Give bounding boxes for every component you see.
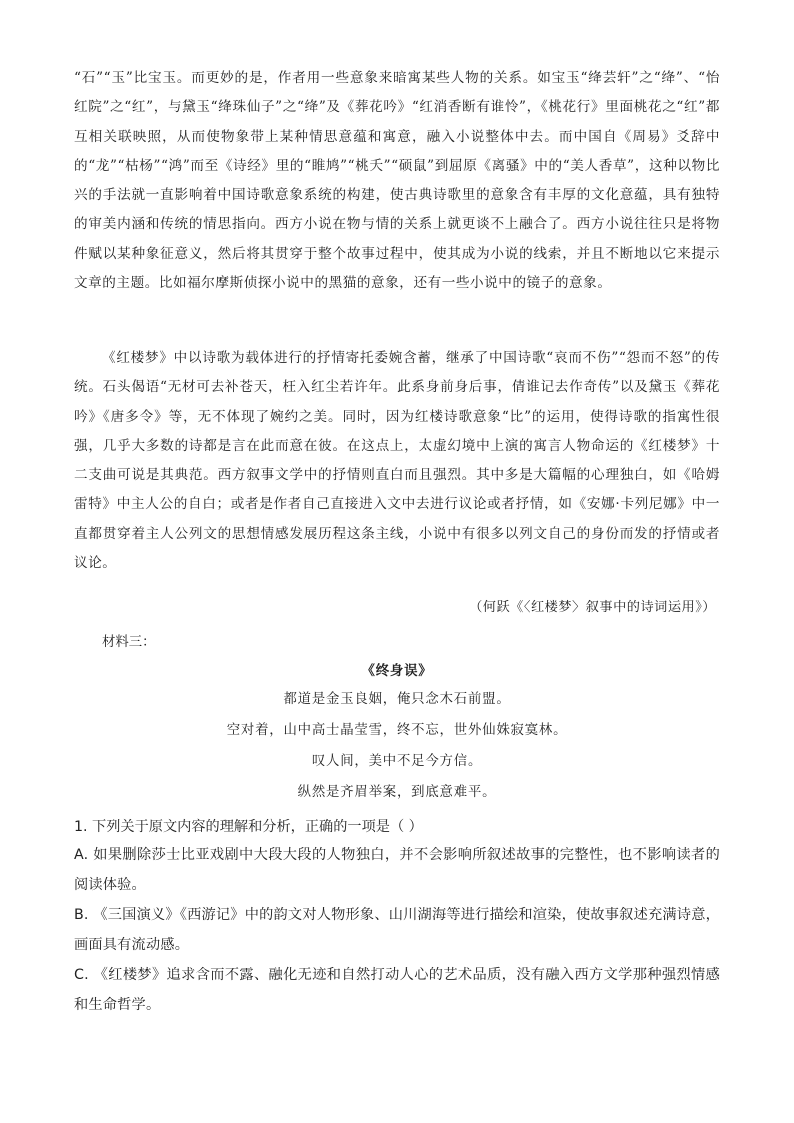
option-b: B. 《三国演义》《西游记》中的韵文对人物形象、山川湖海等进行描绘和渲染，使故事叙述充满诗意，画面具有流动感。	[74, 907, 720, 953]
option-c: C. 《红楼梦》追求含而不露、融化无迹和自然打动人心的艺术品质，没有融入西方文学那种强烈情感和生命哲学。	[74, 967, 720, 1013]
question-stem: 1. 下列关于原文内容的理解和分析，正确的一项是（ ）	[74, 819, 423, 835]
question-1	[74, 812, 720, 1020]
passage-paragraph-2: 《红楼梦》中以诗歌为载体进行的抒情寄托委婉含蓄，继承了中国诗歌“哀而不伤”“怨而不怒”的传统。石头偈语“无材可去补苍天，枉入红尘若许年。此系身前身后事，倩谁记去作奇传”以及黛玉《葬花吟》《唐多令》等，无不体现了婉约之美。同时，因为红楼诗歌意象“比”的运用，使得诗歌的指寓性很强，几乎大多数的诗都是言在此而意在彼。在这点上，太虚幻境中上演的寓言人物命运的《红楼梦》十二支曲可说是其典范。西方叙事文学中的抒情则直白而且强烈。其中多是大篇幅的心理独白，如《哈姆雷特》中主人公的自白；或者是作者自己直接进入文中去进行议论或者抒情，如《安娜·卡列尼娜》中一直都贯穿着主人公列文的思想情感发展历程这条主线，小说中有很多以列文自己的身份而发的抒情或者议论。	[74, 350, 720, 572]
poem-line: 叹人间，美中不足今方信。	[311, 754, 483, 769]
material-3-label: 材料三：	[102, 635, 156, 650]
poem-line: 纵然是齐眉举案，到底意难平。	[297, 785, 497, 800]
poem-line: 都道是金玉良姻，俺只念木石前盟。	[283, 692, 511, 707]
poem-block	[74, 660, 720, 813]
poem-line: 空对着，山中高士晶莹雪，终不忘，世外仙姝寂寞林。	[226, 723, 568, 738]
passage-source-citation: （何跃《〈红楼梦〉叙事中的诗词运用》）	[469, 600, 716, 615]
poem-title: 《终身误》	[361, 663, 433, 679]
option-a: A. 如果删除莎士比亚戏剧中大段大段的人物独白，并不会影响所叙述故事的完整性，也不影响读者的阅读体验。	[74, 847, 720, 893]
passage-paragraph-1: “石”“玉”比宝玉。而更妙的是，作者用一些意象来暗寓某些人物的关系。如宝玉“绛芸轩”之“绛”、“怡红院”之“红”，与黛玉“绛珠仙子”之“绛”及《葬花吟》“红消香断有谁怜”，《桃花行》里面桃花之“红”都互相关联映照，从而使物象带上某种情思意蕴和寓意，融入小说整体中去。而中国自《周易》爻辞中的“龙”“枯杨”“鸿”而至《诗经》里的“睢鸠”“桃夭”“硕鼠”到屈原《离骚》中的“美人香草”，这种以物比兴的手法就一直影响着中国诗歌意象系统的构建，使古典诗歌里的意象含有丰厚的文化意蕴，具有独特的审美内涵和传统的情思指向。西方小说在物与情的关系上就更谈不上融合了。西方小说往往只是将物件赋以某种象征意义，然后将其贯穿于整个故事过程中，使其成为小说的线索，并且不断地以它来提示文章的主题。比如福尔摩斯侦探小说中的黑猫的意象，还有一些小说中的镜子的意象。	[74, 70, 720, 292]
